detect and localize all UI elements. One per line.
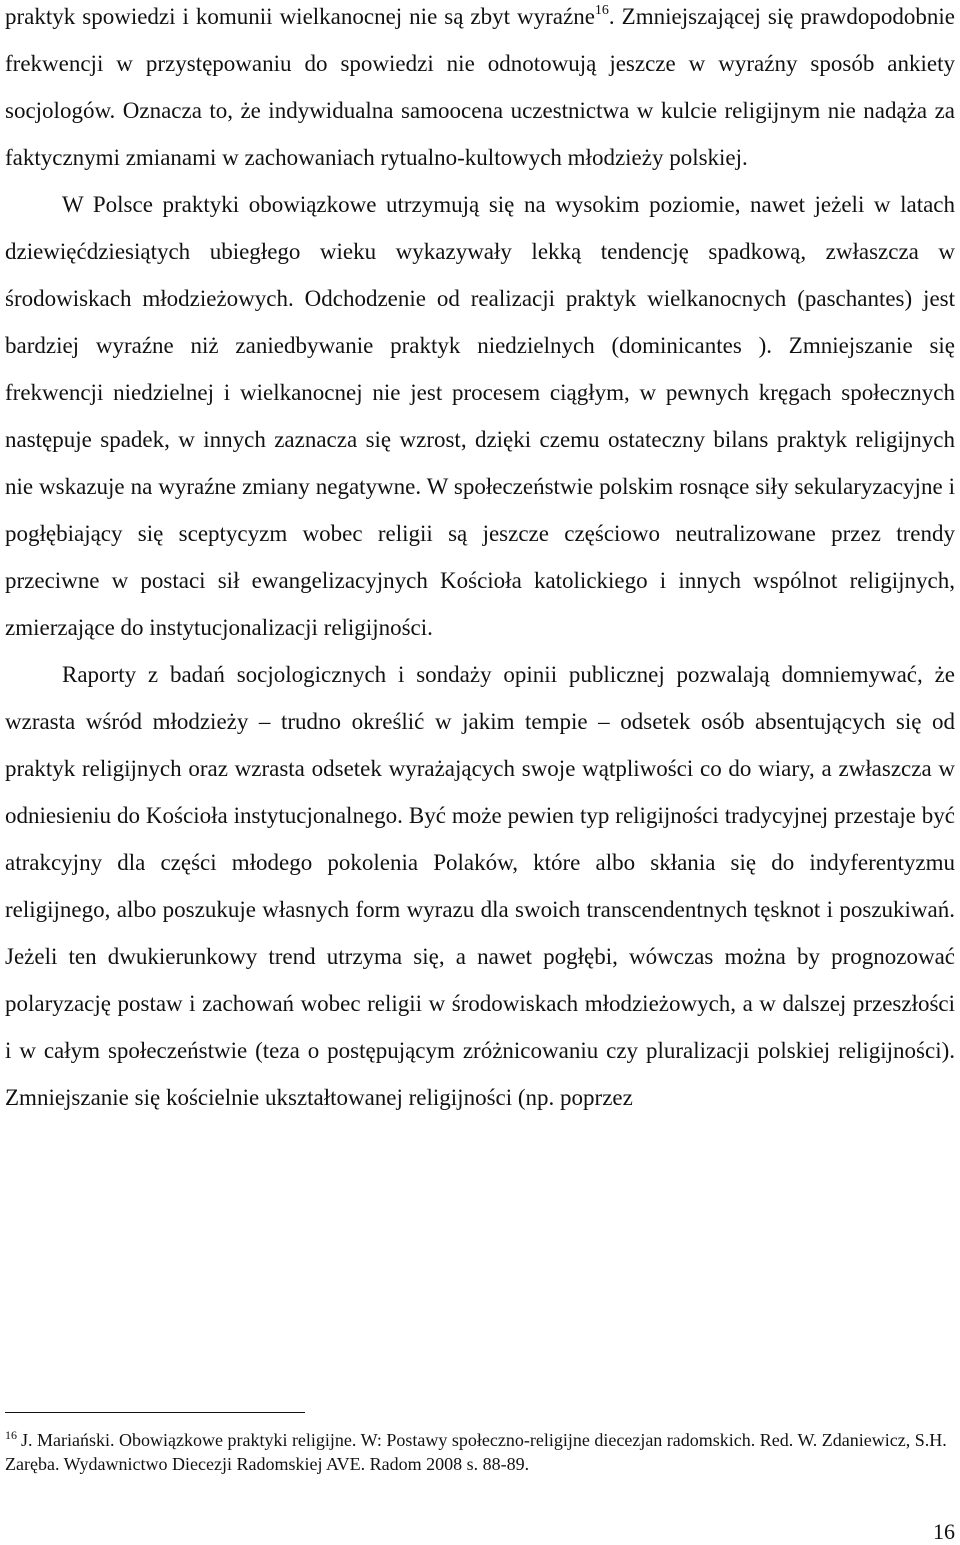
footnote-separator bbox=[5, 1412, 305, 1413]
paragraph-continued bbox=[5, 0, 955, 181]
footnote bbox=[5, 1428, 955, 1476]
page-body bbox=[5, 0, 955, 1121]
footnote-text: J. Mariański. Obowiązkowe praktyki religijne. W: Postawy społeczno-religijne diecezjan radomskich. Red. W. Zdaniewicz, S.H. Zaręba. Wydawnictwo Diecezji Radomskiej AVE. Radom 2008 s. 88-89. bbox=[5, 1430, 947, 1474]
paragraph-2: W Polsce praktyki obowiązkowe utrzymują się na wysokim poziomie, nawet jeżeli w latach dziewięćdziesiątych ubiegłego wieku wykazywały lekką tendencję spadkową, zwłaszcza w środowiskach młodzieżowych. Odchodzenie od realizacji praktyk wielkanocnych (paschantes) jest bardziej wyraźne niż zaniedbywanie praktyk niedzielnych (dominicantes ). Zmniejszanie się frekwencji niedzielnej i wielkanocnej nie jest procesem ciągłym, w pewnych kręgach społecznych następuje spadek, w innych zaznacza się wzrost, dzięki czemu ostateczny bilans praktyk religijnych nie wskazuje na wyraźne zmiany negatywne. W społeczeństwie polskim rosnące siły sekularyzacyjne i pogłębiający się sceptycyzm wobec religii są jeszcze częściowo neutralizowane przez trendy przeciwne w postaci sił ewangelizacyjnych Kościoła katolickiego i innych wspólnot religijnych, zmierzające do instytucjonalizacji religijności. bbox=[5, 192, 955, 640]
paragraph-3: Raporty z badań socjologicznych i sondaży opinii publicznej pozwalają domniemywać, że wzrasta wśród młodzieży – trudno określić w jakim tempie – odsetek osób absentujących się od praktyk religijnych oraz wzrasta odsetek wyrażających swoje wątpliwości co do wiary, a zwłaszcza w odniesieniu do Kościoła instytucjonalnego. Być może pewien typ religijności tradycyjnej przestaje być atrakcyjny dla części młodego pokolenia Polaków, które albo skłania się do indyferentyzmu religijnego, albo poszukuje własnych form wyrazu dla swoich transcendentnych tęsknot i poszukiwań. Jeżeli ten dwukierunkowy trend utrzyma się, a nawet pogłębi, wówczas można by prognozować polaryzację postaw i zachowań wobec religii w środowiskach młodzieżowych, a w dalszej przeszłości i w całym społeczeństwie (teza o postępującym zróżnicowaniu czy pluralizacji polskiej religijności). Zmniejszanie się kościelnie ukształtowanej religijności (np. poprzez bbox=[5, 662, 955, 1110]
footnote-number: 16 bbox=[5, 1428, 17, 1442]
paragraph-1-text-a: praktyk spowiedzi i komunii wielkanocnej nie są zbyt wyraźne bbox=[5, 4, 595, 29]
paragraph-1-text-b: . Zmniejszającej się prawdopodobnie frekwencji w przystępowaniu do spowiedzi nie odnotowują jeszcze w wyraźny sposób ankiety socjologów. Oznacza to, że indywidualna samoocena uczestnictwa w kulcie religijnym nie nadąża za faktycznymi zmianami w zachowaniach rytualno-kultowych młodzieży polskiej. bbox=[5, 4, 955, 170]
page-number: 16 bbox=[933, 1519, 955, 1544]
footnote-reference[interactable]: 16 bbox=[594, 3, 609, 18]
